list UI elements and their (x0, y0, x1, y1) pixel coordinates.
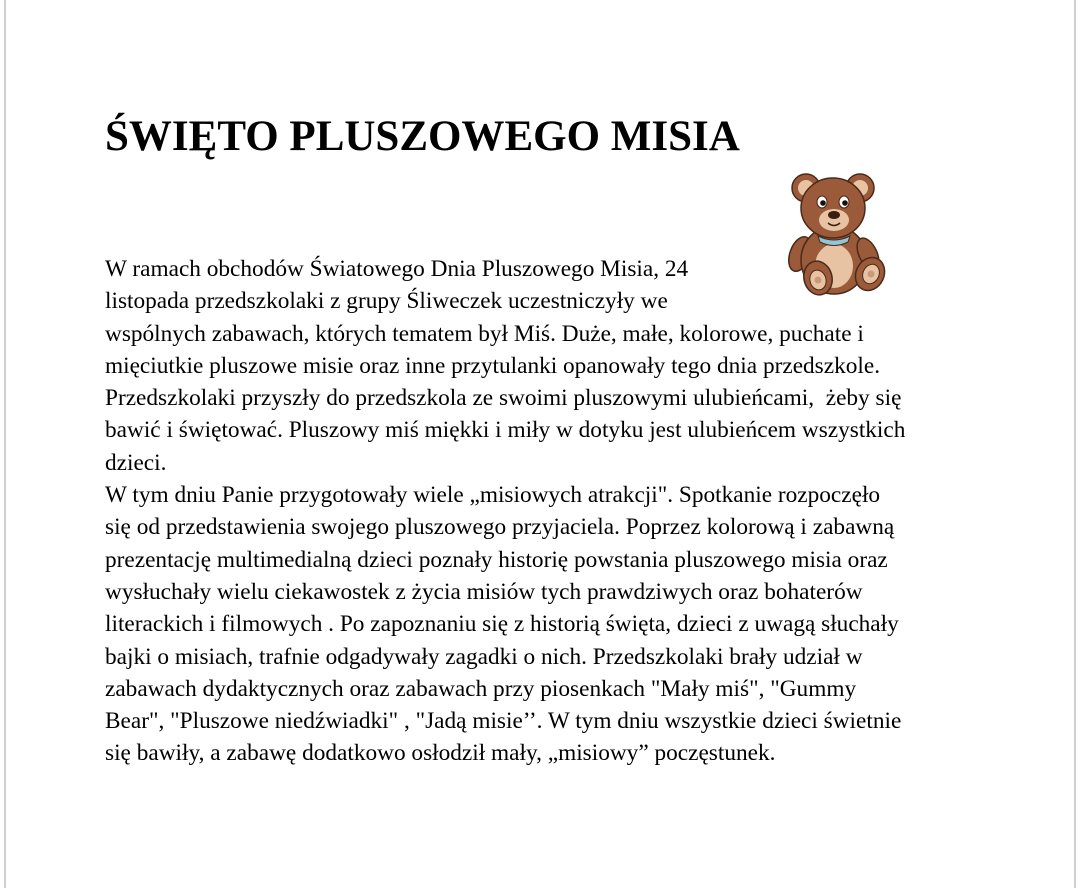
text-line: się od przedstawienia swojego pluszowego przyjaciela. Poprzez kolorową i zabawną (105, 514, 895, 541)
text-line: Przedszkolaki przyszły do przedszkola ze swoimi pluszowymi ulubieńcami, żeby się (105, 385, 902, 412)
text-line: mięciutkie pluszowe misie oraz inne przytulanki opanowały tego dnia przedszkole. (105, 352, 881, 379)
text-line: literackich i filmowych . Po zapoznaniu się z historią święta, dzieci z uwagą słuchały (105, 611, 899, 638)
text-line: bajki o misiach, trafnie odgadywały zagadki o nich. Przedszkolaki brały udział w (105, 643, 863, 670)
article-body (105, 253, 980, 770)
text-line: listopada przedszkolaki z grupy Śliweczek uczestniczyły we (105, 288, 668, 315)
text-line: bawić i świętować. Pluszowy miś miękki i miły w dotyku jest ulubieńcem wszystkich (105, 417, 906, 444)
page-edge-right (1074, 0, 1076, 888)
text-line: wspólnych zabawach, których tematem był Miś. Duże, małe, kolorowe, puchate i (105, 320, 864, 347)
page-edge-left (4, 0, 6, 888)
text-line: dzieci. (105, 449, 167, 476)
text-line: wysłuchały wielu ciekawostek z życia misiów tych prawdziwych oraz bohaterów (105, 578, 863, 605)
document-title: ŚWIĘTO PLUSZOWEGO MISIA (105, 113, 740, 160)
text-line: zabawach dydaktycznych oraz zabawach przy piosenkach "Mały miś", "Gummy (105, 675, 857, 702)
text-line: Bear", "Pluszowe niedźwiadki" , "Jadą misie’’. W tym dniu wszystkie dzieci świetnie (105, 708, 902, 735)
text-line: się bawiły, a zabawę dodatkowo osłodził mały, „misiowy” poczęstunek. (105, 740, 776, 767)
text-line: W tym dniu Panie przygotowały wiele „misiowych atrakcji". Spotkanie rozpoczęło (105, 482, 881, 509)
text-line: prezentację multimedialną dzieci poznały historię powstania pluszowego misia oraz (105, 546, 888, 573)
text-line: W ramach obchodów Światowego Dnia Pluszowego Misia, 24 (105, 256, 689, 282)
